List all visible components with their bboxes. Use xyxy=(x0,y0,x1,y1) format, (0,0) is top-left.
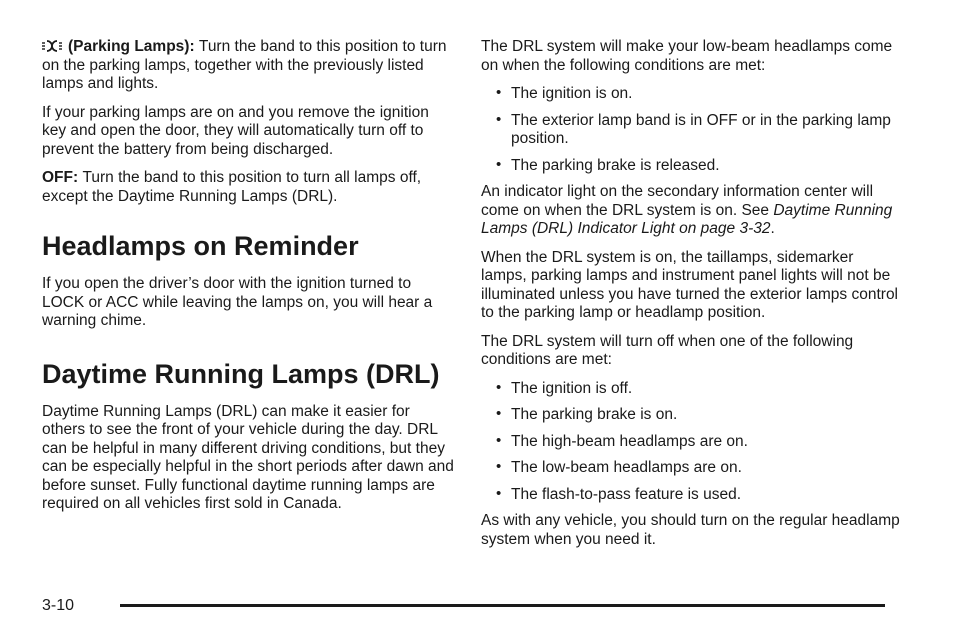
closing-paragraph: As with any vehicle, you should turn on the regular headlamp system when you need it. xyxy=(481,512,900,548)
list-item-text: The ignition is on. xyxy=(511,85,633,102)
footer-rule xyxy=(120,604,885,607)
bullet-icon: • xyxy=(496,110,502,128)
list-item-text: The ignition is off. xyxy=(511,379,633,397)
indicator-end: . xyxy=(770,220,775,237)
drl-on-conditions-list xyxy=(481,85,901,175)
bullet-icon: • xyxy=(496,484,502,502)
drl-heading: Daytime Running Lamps (DRL) xyxy=(42,358,440,389)
list-item-text: The parking brake is on. xyxy=(511,406,678,423)
parking-lamps-icon xyxy=(42,38,62,54)
headlamps-reminder-heading: Headlamps on Reminder xyxy=(42,231,359,261)
drl-off-intro: The DRL system will turn off when one of the following conditions are met: xyxy=(481,332,854,368)
reminder-paragraph: If you open the driver’s door with the ignition turned to LOCK or ACC while leaving the lamps on, you will hear a warning chime. xyxy=(42,275,433,329)
indicator-reference-link[interactable]: Daytime Running Lamps (DRL) Indicator Light on page 3-32 xyxy=(481,201,893,237)
list-item-text: The exterior lamp band is in OFF or in the parking lamp position. xyxy=(511,111,891,147)
bullet-icon: • xyxy=(496,84,502,101)
page-number: 3-10 xyxy=(42,597,75,614)
drl-paragraph: Daytime Running Lamps (DRL) can make it easier for others to see the front of your vehicle during the day. DRL can be helpful in many different driving conditions, but they can be especially helpful in the short periods after dawn and before sunset. Fully functional daytime running lamps are required on all vehicles first sold in Canada. xyxy=(42,402,454,512)
indicator-paragraph xyxy=(481,183,901,239)
taillamps-paragraph: When the DRL system is on, the taillamps, sidemarker lamps, parking lamps and instrument panel lights will not be illuminated unless you have turned the exterior lamps control to the parking lamp or headlamp position. xyxy=(481,248,899,321)
list-item xyxy=(481,459,901,478)
list-item xyxy=(481,486,901,505)
bullet-icon: • xyxy=(496,405,502,422)
parking-lamps-label: (Parking Lamps): xyxy=(68,38,195,55)
parking-lamps-paragraph xyxy=(42,38,457,94)
bullet-icon: • xyxy=(496,378,502,396)
bullet-icon: • xyxy=(496,155,502,173)
indicator-text: An indicator light on the secondary information center will come on when the DRL system is on. See xyxy=(481,183,874,219)
left-column xyxy=(42,38,457,524)
right-column xyxy=(481,38,901,559)
list-item xyxy=(481,157,901,176)
bullet-icon: • xyxy=(496,458,502,475)
list-item xyxy=(481,433,901,452)
list-item xyxy=(481,406,901,425)
list-item-text: The low-beam headlamps are on. xyxy=(511,459,742,476)
off-text: Turn the band to this position to turn all lamps off, except the Daytime Running Lamps (DRL). xyxy=(42,169,422,205)
list-item xyxy=(481,112,901,149)
list-item-text: The parking brake is released. xyxy=(511,156,720,174)
parking-lamps-text: Turn the band to this position to turn on the parking lamps, together with the previously listed lamps and lights. xyxy=(42,38,447,92)
drl-off-conditions-list xyxy=(481,380,901,505)
parking-note-paragraph: If your parking lamps are on and you remove the ignition key and open the door, they will automatically turn off to prevent the battery from being discharged. xyxy=(42,103,429,158)
off-paragraph xyxy=(42,169,457,206)
list-item xyxy=(481,85,901,104)
drl-on-intro: The DRL system will make your low-beam headlamps come on when the following conditions are met: xyxy=(481,38,893,74)
list-item xyxy=(481,380,901,399)
list-item-text: The flash-to-pass feature is used. xyxy=(511,485,742,503)
off-label: OFF: xyxy=(42,169,79,186)
bullet-icon: • xyxy=(496,431,502,449)
list-item-text: The high-beam headlamps are on. xyxy=(511,432,748,450)
